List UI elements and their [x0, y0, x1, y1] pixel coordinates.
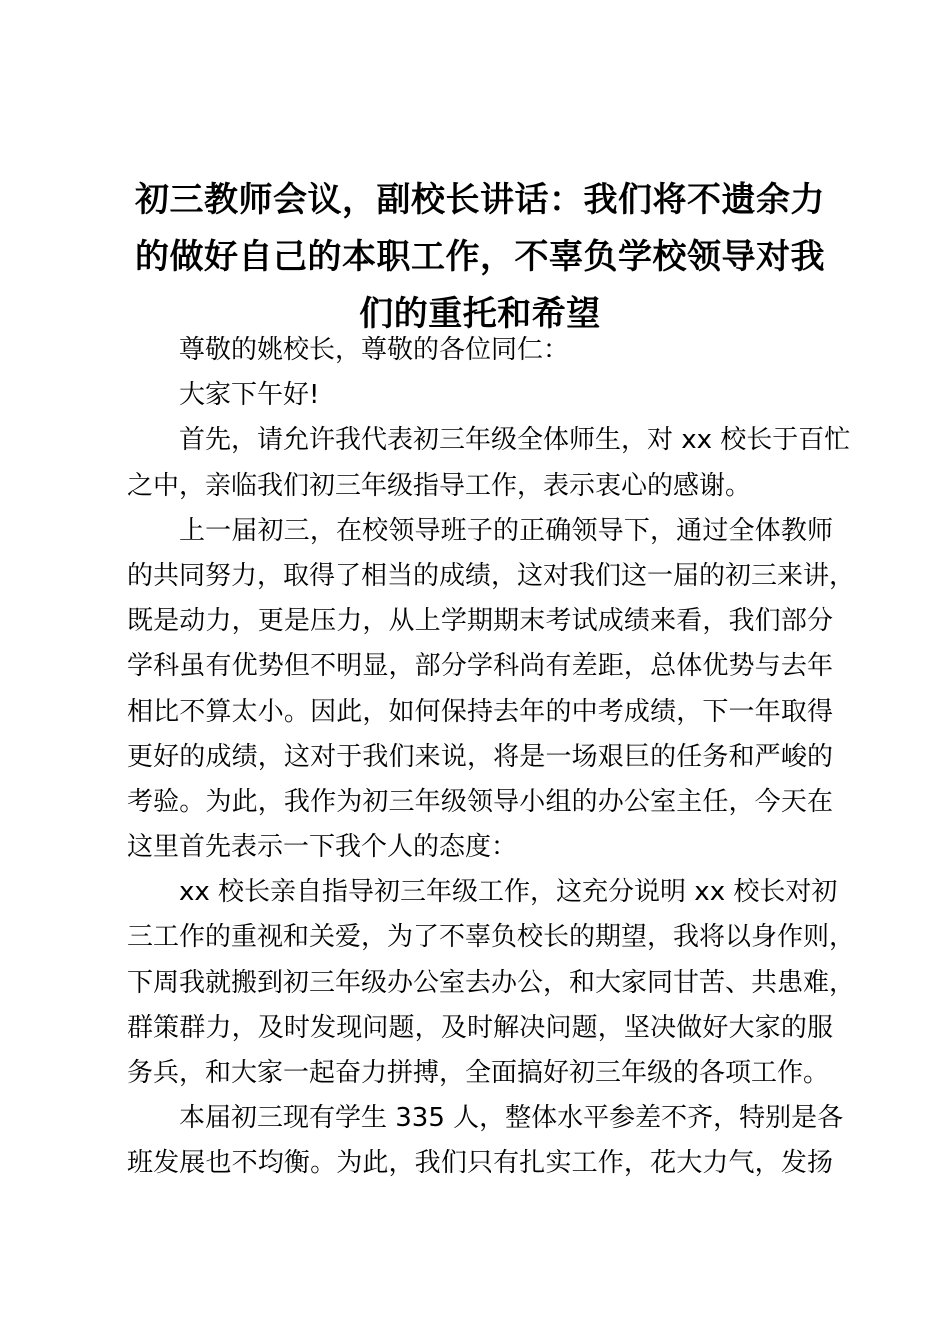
text-line: 更好的成绩，这对于我们来说，将是一场艰巨的任务和严峻的 — [127, 741, 833, 772]
title-line: 初三教师会议，副校长讲话：我们将不遗余力 — [135, 180, 825, 220]
text-line: 首先，请允许我代表初三年级全体师生，对 xx 校长于百忙 — [179, 425, 851, 456]
text-line: xx 校长亲自指导初三年级工作，这充分说明 xx 校长对初 — [179, 877, 838, 908]
title-line: 们的重托和希望 — [359, 294, 601, 334]
text-line: 上一届初三，在校领导班子的正确领导下，通过全体教师 — [179, 515, 833, 546]
paragraph-previous-year — [127, 509, 856, 871]
text-line: 群策群力，及时发现问题，及时解决问题，坚决做好大家的服 — [127, 1012, 833, 1043]
paragraph-salutation — [127, 328, 833, 373]
title-line: 的做好自己的本职工作，不辜负学校领导对我 — [135, 237, 825, 277]
text-line: 班发展也不均衡。为此，我们只有扎实工作，花大力气，发扬 — [127, 1148, 833, 1179]
paragraph-commitment — [127, 870, 856, 1096]
text-line: 学科虽有优势但不明显，部分学科尚有差距，总体优势与去年 — [127, 651, 833, 682]
text-line: 之中，亲临我们初三年级指导工作，表示衷心的感谢。 — [127, 470, 752, 501]
text-line: 下周我就搬到初三年级办公室去办公，和大家同甘苦、共患难， — [127, 967, 856, 998]
document-title — [124, 172, 836, 343]
text-line: 三工作的重视和关爱，为了不辜负校长的期望，我将以身作则， — [127, 922, 856, 953]
paragraph-greeting — [127, 373, 833, 418]
paragraph-thanks — [127, 418, 851, 508]
text-line: 既是动力，更是压力，从上学期期末考试成绩来看，我们部分 — [127, 606, 833, 637]
paragraph-students — [127, 1096, 844, 1186]
text-line: 相比不算太小。因此，如何保持去年的中考成绩，下一年取得 — [127, 696, 833, 727]
text-line: 务兵，和大家一起奋力拼搏，全面搞好初三年级的各项工作。 — [127, 1058, 830, 1088]
text-line: 大家下午好! — [179, 380, 320, 411]
document-body — [127, 328, 856, 1187]
text-line: 考验。为此，我作为初三年级领导小组的办公室主任，今天在 — [127, 786, 833, 817]
text-line: 尊敬的姚校长，尊敬的各位同仁： — [179, 335, 570, 365]
text-line: 这里首先表示一下我个人的态度： — [127, 832, 518, 863]
text-line: 的共同努力，取得了相当的成绩，这对我们这一届的初三来讲， — [127, 560, 856, 591]
text-line: 本届初三现有学生 335 人，整体水平参差不齐，特别是各 — [179, 1103, 844, 1134]
